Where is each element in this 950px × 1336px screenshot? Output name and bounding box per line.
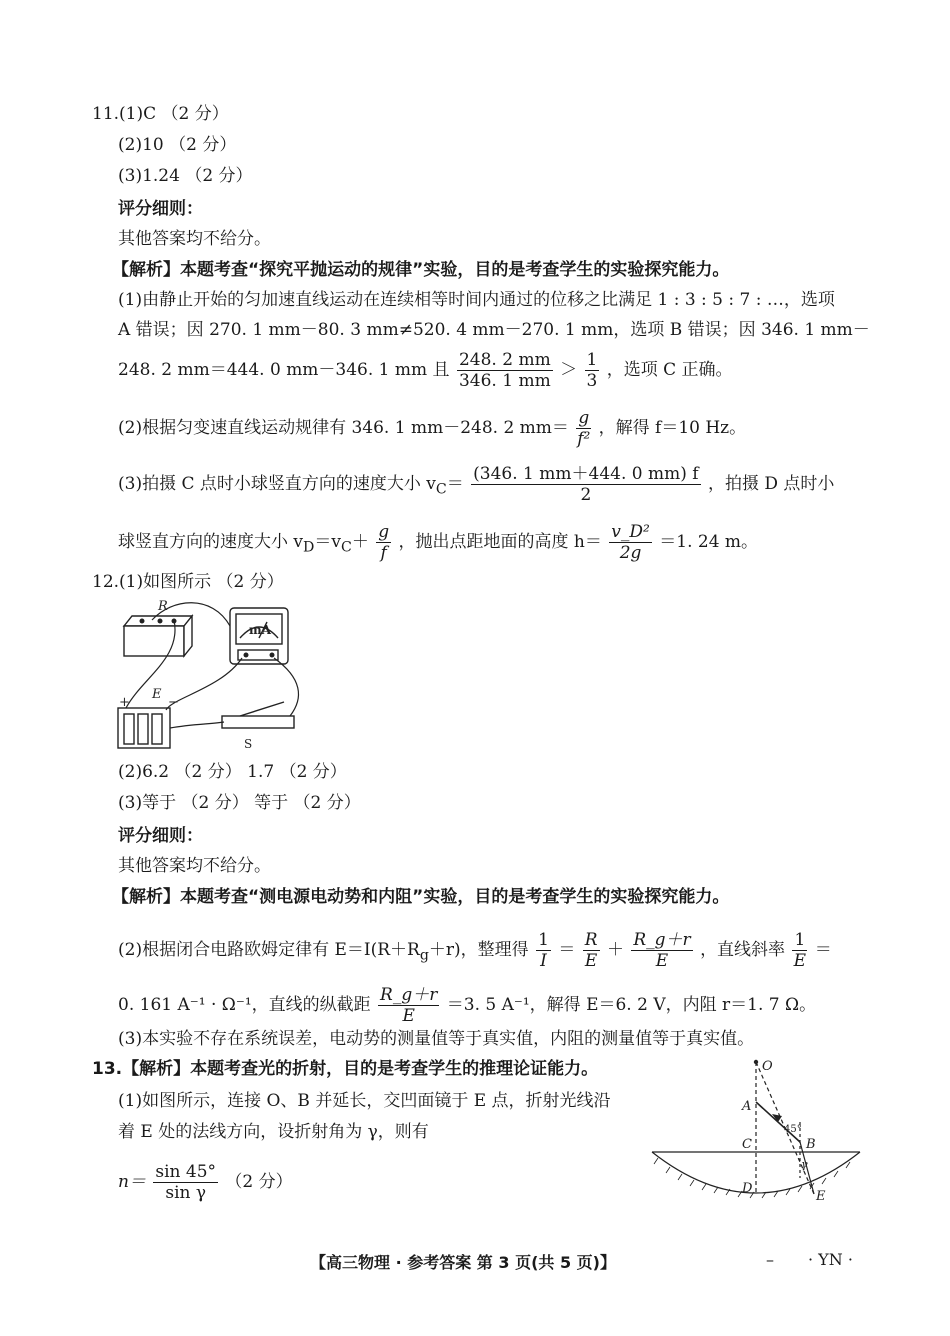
q12-circuit-diagram [112, 598, 312, 758]
q11-answer-3: (3)1.24 （2 分） [118, 166, 253, 186]
q11-fraction-2: $\frac{1}{3}$ [586, 350, 598, 391]
label-d: D [742, 1181, 753, 1196]
label-r: R [158, 599, 168, 614]
q12-fraction-3: $\frac{R\_g+r}{E}$ [633, 930, 691, 971]
q11-analysis-part-2: (2)根据匀变速直线运动规律有 346. 1 mm－248. 2 mm＝ $\frac{g}{\text{f²}}$ ，解得 f＝10 Hz。 [118, 408, 747, 449]
q11-fraction-5: $\frac{g}{f}$ [378, 522, 390, 563]
label-o: O [762, 1059, 773, 1074]
q12-fraction-1: $\frac{1}{I}$ [538, 930, 549, 971]
q12-analysis-part-2: (2)根据闭合电路欧姆定律有 $E=I(R+R_g+r)$，整理得 $\frac{1}{I}$ ＝ $\frac{R}{E}$ ＋ $\frac{R\_g+r}{E}$ ，直线斜率 $\frac{1}{E}$ ＝ [118, 930, 832, 971]
footer-dash: – [766, 1250, 774, 1269]
q11-analysis-heading: 【解析】本题考查“探究平抛运动的规律”实验，目的是考查学生的实验探究能力。 [112, 260, 730, 280]
concave-mirror [652, 1152, 860, 1193]
label-e: E [152, 687, 162, 702]
q13-analysis-heading: 13.【解析】本题考查光的折射，目的是考查学生的推理论证能力。 [92, 1059, 599, 1079]
label-e: E [816, 1189, 826, 1204]
label-a: A [742, 1099, 752, 1114]
label-s: S [244, 737, 253, 751]
q11-analysis-part-4: 球竖直方向的速度大小 $v_D=v_C+$ $\frac{g}{f}$ ，抛出点距地面的高度 h＝ $\frac{\text{v\_D²}}{2g}$ ＝1. 24 m。 [118, 522, 759, 563]
q13-line-2: 着 E 处的法线方向，设折射角为 γ，则有 [118, 1122, 429, 1142]
q13-optics-diagram [648, 1058, 866, 1208]
q12-analysis-part-2-cont: 0. 161 A⁻¹ · Ω⁻¹，直线的纵截距 $\frac{R\_g+r}{E}$ ＝3. 5 A⁻¹，解得 E＝6. 2 V，内阻 r＝1. 7 Ω。 [118, 985, 817, 1026]
q12-fraction-5: $\frac{R\_g+r}{E}$ [380, 985, 438, 1026]
label-ma: mA [249, 623, 272, 637]
q11-analysis-line-1: (1)由静止开始的匀加速直线运动在连续相等时间内通过的位移之比满足 1 : 3 : 5 : 7 : …，选项 [118, 290, 835, 310]
label-gamma: γ [801, 1158, 808, 1171]
q11-rubric-text: 其他答案均不给分。 [118, 229, 271, 249]
page-footer: 【高三物理 · 参考答案 第 3 页(共 5 页)】 [310, 1253, 616, 1272]
q11-rubric-title: 评分细则： [118, 199, 203, 219]
q11-analysis-line-3: 248. 2 mm＝444. 0 mm－346. 1 mm 且 $\frac{248. 2 mm}{346. 1 mm}$ ＞ $\frac{1}{3}$ ，选项 C 正确。 [118, 350, 733, 391]
q12-analysis-heading: 【解析】本题考查“测电源电动势和内阻”实验，目的是考查学生的实验探究能力。 [112, 887, 730, 907]
q12-answer-2: (2)6.2 （2 分） 1.7 （2 分） [118, 762, 347, 782]
q11-analysis-line-2: A 错误；因 270. 1 mm－80. 3 mm≠520. 4 mm－270. 1 mm，选项 B 错误；因 346. 1 mm－ [118, 320, 870, 340]
label-minus: − [168, 695, 179, 710]
q11-fraction-4: $\frac{(346. 1 mm+444. 0 mm) f}{2}$ [473, 464, 699, 505]
q13-fraction: $\frac{\sin 45^\circ}{\text{sin γ}}$ [155, 1162, 217, 1203]
q11-answer-1: 11.(1)C （2 分） [92, 104, 229, 124]
label-c: C [742, 1137, 752, 1152]
q12-rubric-title: 评分细则： [118, 826, 203, 846]
label-angle: 45° [784, 1124, 802, 1135]
q12-analysis-part-3: (3)本实验不存在系统误差，电动势的测量值等于真实值，内阻的测量值等于真实值。 [118, 1029, 755, 1049]
q11-answer-2: (2)10 （2 分） [118, 135, 237, 155]
switch-base [222, 716, 294, 728]
q13-line-1: (1)如图所示，连接 O、B 并延长，交凹面镜于 E 点，折射光线沿 [118, 1091, 611, 1111]
q12-answer-3: (3)等于 （2 分） 等于 （2 分） [118, 793, 361, 813]
q11-fraction-3: $\frac{g}{\text{f²}}$ [577, 408, 591, 449]
q11-fraction-1: $\frac{248. 2 mm}{346. 1 mm}$ [458, 350, 551, 391]
label-b: B [806, 1137, 816, 1152]
q11-analysis-part-3: (3)拍摄 C 点时小球竖直方向的速度大小 $v_C=$ $\frac{(346. 1 mm+444. 0 mm) f}{2}$ ，拍摄 D 点时小 [118, 464, 835, 505]
q13-formula: n＝ $\frac{\sin 45^\circ}{\text{sin γ}}$ （2 分） [118, 1162, 293, 1203]
q12-fraction-4: $\frac{1}{E}$ [793, 930, 807, 971]
q11-fraction-6: $\frac{\text{v\_D²}}{2g}$ [611, 522, 650, 563]
footer-code: · YN · [808, 1250, 853, 1269]
q12-rubric-text: 其他答案均不给分。 [118, 856, 271, 876]
label-plus: + [119, 695, 130, 710]
q12-answer-1: 12.(1)如图所示 （2 分） [92, 572, 284, 592]
q12-fraction-2: $\frac{R}{E}$ [584, 930, 598, 971]
